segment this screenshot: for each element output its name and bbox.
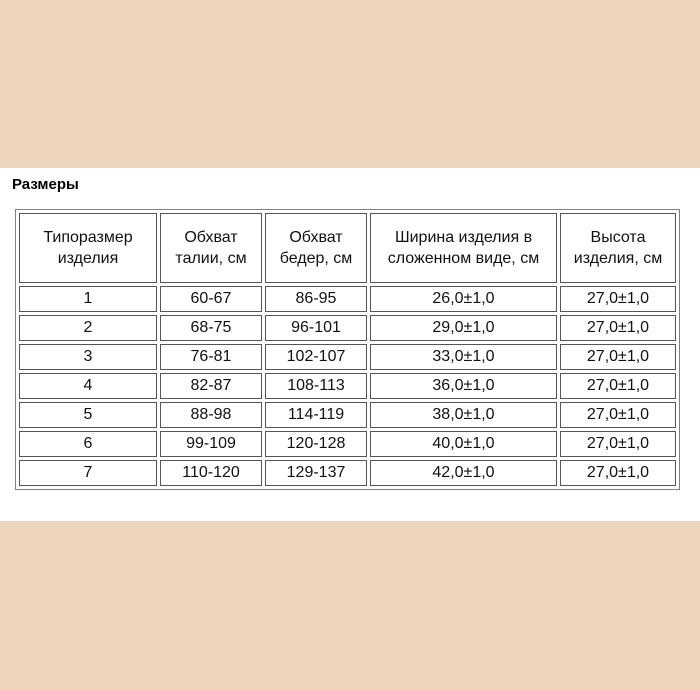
- cell-height: 27,0±1,0: [560, 460, 676, 486]
- cell-size: 7: [19, 460, 157, 486]
- header-waist: Обхват талии, см: [160, 213, 262, 283]
- cell-waist: 110-120: [160, 460, 262, 486]
- table-row: [19, 344, 676, 370]
- cell-waist: 76-81: [160, 344, 262, 370]
- cell-height: 27,0±1,0: [560, 286, 676, 312]
- header-size: Типоразмер изделия: [19, 213, 157, 283]
- cell-hips: 102-107: [265, 344, 367, 370]
- cell-hips: 129-137: [265, 460, 367, 486]
- header-row: [19, 213, 676, 283]
- table-row: [19, 315, 676, 341]
- cell-height: 27,0±1,0: [560, 431, 676, 457]
- cell-folded-width: 42,0±1,0: [370, 460, 557, 486]
- cell-height: 27,0±1,0: [560, 373, 676, 399]
- cell-folded-width: 26,0±1,0: [370, 286, 557, 312]
- table-row: [19, 431, 676, 457]
- cell-folded-width: 38,0±1,0: [370, 402, 557, 428]
- cell-hips: 96-101: [265, 315, 367, 341]
- cell-hips: 120-128: [265, 431, 367, 457]
- header-folded-width: Ширина изделия в сложенном виде, см: [370, 213, 557, 283]
- cell-height: 27,0±1,0: [560, 344, 676, 370]
- cell-hips: 86-95: [265, 286, 367, 312]
- cell-folded-width: 29,0±1,0: [370, 315, 557, 341]
- cell-size: 5: [19, 402, 157, 428]
- cell-waist: 60-67: [160, 286, 262, 312]
- table-row: [19, 373, 676, 399]
- table-row: [19, 460, 676, 486]
- header-hips: Обхват бедер, см: [265, 213, 367, 283]
- cell-size: 1: [19, 286, 157, 312]
- cell-folded-width: 33,0±1,0: [370, 344, 557, 370]
- cell-waist: 68-75: [160, 315, 262, 341]
- content-panel: [0, 168, 700, 521]
- cell-height: 27,0±1,0: [560, 402, 676, 428]
- table-row: [19, 286, 676, 312]
- cell-waist: 99-109: [160, 431, 262, 457]
- table-row: [19, 402, 676, 428]
- cell-waist: 82-87: [160, 373, 262, 399]
- cell-folded-width: 36,0±1,0: [370, 373, 557, 399]
- cell-hips: 114-119: [265, 402, 367, 428]
- cell-waist: 88-98: [160, 402, 262, 428]
- cell-size: 2: [19, 315, 157, 341]
- cell-size: 6: [19, 431, 157, 457]
- cell-hips: 108-113: [265, 373, 367, 399]
- cell-size: 3: [19, 344, 157, 370]
- cell-size: 4: [19, 373, 157, 399]
- header-height: Высота изделия, см: [560, 213, 676, 283]
- page-title: Размеры: [12, 176, 79, 193]
- cell-folded-width: 40,0±1,0: [370, 431, 557, 457]
- sizes-table: [15, 209, 680, 490]
- cell-height: 27,0±1,0: [560, 315, 676, 341]
